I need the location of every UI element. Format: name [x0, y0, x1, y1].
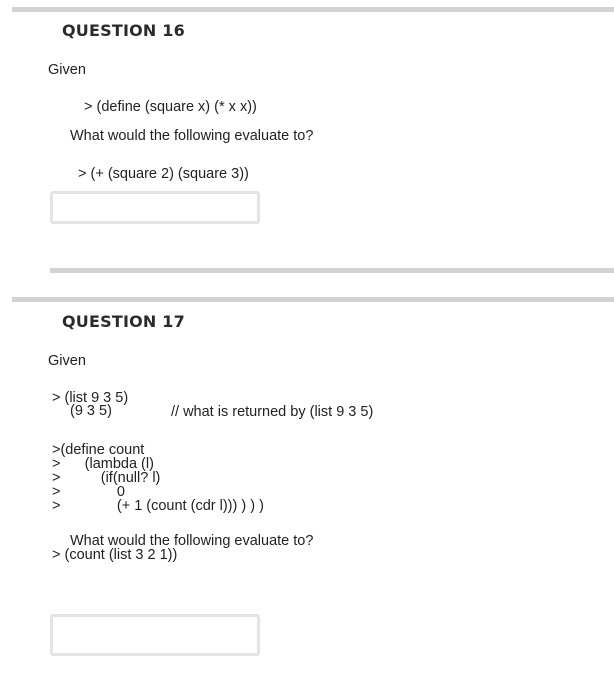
- question-17-code-line-4: > 0: [52, 484, 125, 500]
- question-17-list-expression: > (list 9 3 5): [52, 390, 129, 406]
- question-16-title: QUESTION 16: [62, 21, 185, 40]
- question-17-answer-input[interactable]: [50, 614, 260, 656]
- top-divider: [12, 7, 614, 12]
- question-17-code-line-1: >(define count: [52, 442, 145, 458]
- question-17-list-result: (9 3 5): [70, 403, 112, 419]
- question-17-prompt: What would the following evaluate to?: [70, 533, 314, 549]
- question-16-bottom-divider: [50, 268, 614, 273]
- question-17-title: QUESTION 17: [62, 312, 185, 331]
- question-17-code-line-2: > (lambda (l): [52, 456, 154, 472]
- question-17-top-divider: [12, 297, 614, 302]
- question-16-given-label: Given: [48, 62, 86, 78]
- question-17-code-line-5: > (+ 1 (count (cdr l))) ) ) ): [52, 498, 264, 514]
- question-17-expression: > (count (list 3 2 1)): [52, 547, 178, 563]
- question-16-answer-input[interactable]: [50, 191, 260, 224]
- question-16-expression: > (+ (square 2) (square 3)): [78, 166, 249, 182]
- question-17-code-line-3: > (if(null? l): [52, 470, 161, 486]
- question-17-list-comment: // what is returned by (list 9 3 5): [171, 404, 374, 420]
- question-16-define-code: > (define (square x) (* x x)): [84, 99, 257, 115]
- question-16-prompt: What would the following evaluate to?: [70, 128, 314, 144]
- question-17-given-label: Given: [48, 353, 86, 369]
